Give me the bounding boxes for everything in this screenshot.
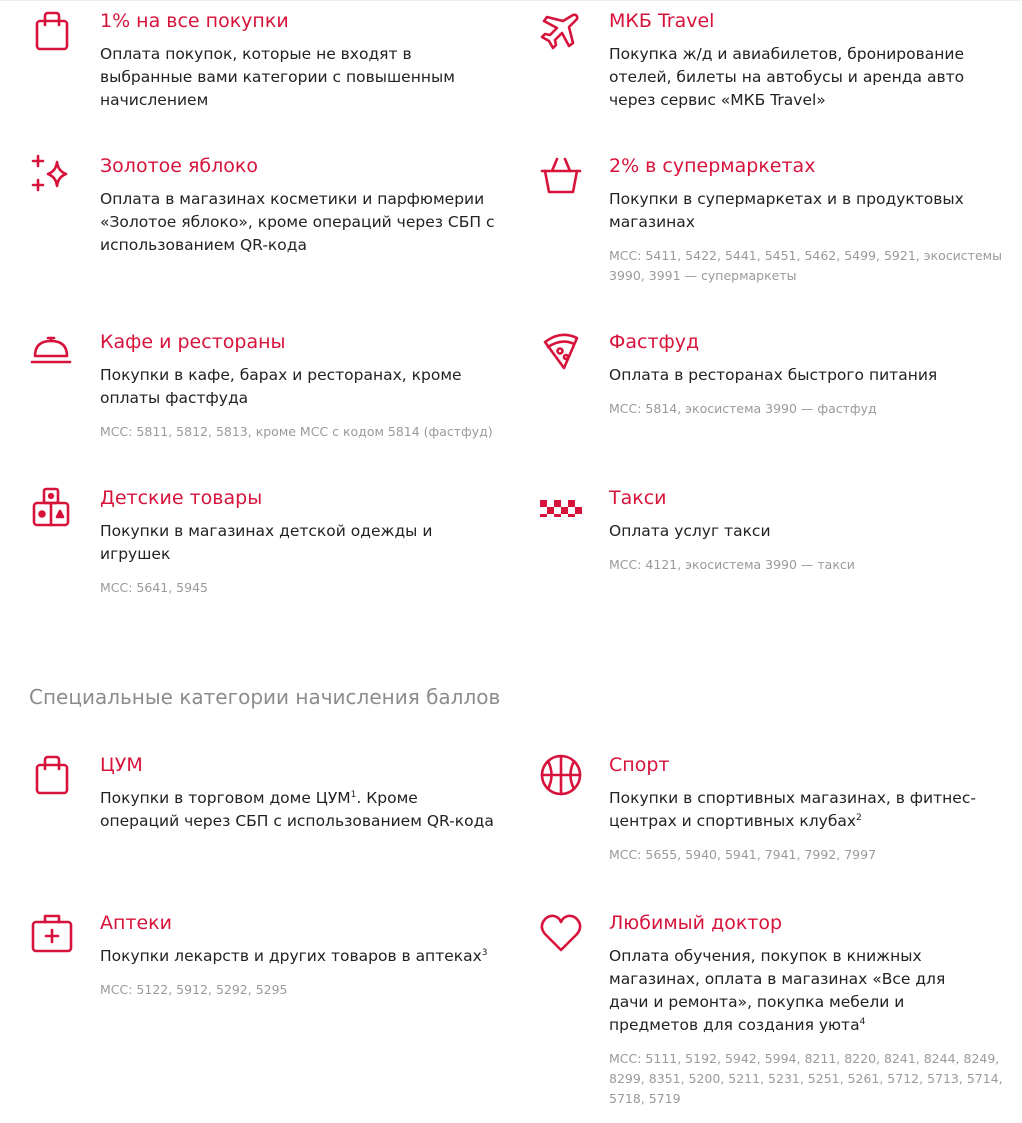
category-description: Покупка ж/д и авиабилетов, бронирование отелей, билеты на автобусы и аренда авто через сервис «МКБ Travel» [609,45,965,109]
category-description: Покупки лекарств и других товаров в аптеках$^3$ [100,947,488,965]
mcc-codes: MCC: 5814, экосистема 3990 — фастфуд [609,401,877,416]
category-title: Детские товары [100,487,263,509]
heart-icon [539,911,583,955]
shopping-bag-icon [30,753,74,797]
footnote-marker: 1 [350,789,357,800]
category-title: 1% на все покупки [100,10,289,32]
shopping-bag-icon [30,9,74,53]
category-description: Покупки в кафе, барах и ресторанах, кроме оплаты фастфуда [100,366,462,407]
category-description: Оплата в магазинах косметики и парфюмерии «Золотое яблоко», кроме операций через СБП с использованием QR-кода [100,190,495,254]
mcc-codes: MCC: 5811, 5812, 5813, кроме MCC с кодом 5814 (фастфуд) [100,424,493,439]
category-description: Покупки в торговом доме ЦУМ$^1$. Кроме операций через СБП с использованием QR-кода [100,789,494,830]
category-title: ЦУМ [100,754,143,776]
category-title: Аптеки [100,912,173,934]
toy-blocks-icon [30,486,74,530]
basketball-icon [539,753,583,797]
category-title: Любимый доктор [609,912,783,934]
footnote-marker: 2 [856,812,862,823]
mcc-codes: MCC: 5111, 5192, 5942, 5994, 8211, 8220, 8241, 8244, 8249, 8299, 8351, 5200, 5211, 5231, 5251, 5261, 5712, 5713, 5714, 5718, 5719 [609,1051,1003,1106]
first-aid-kit-icon [30,911,74,955]
mcc-codes: MCC: 5655, 5940, 5941, 7941, 7992, 7997 [609,847,877,862]
category-description: Оплата в ресторанах быстрого питания [609,366,938,384]
category-description: Оплата услуг такси [609,522,771,540]
airplane-icon [539,9,583,53]
category-title: МКБ Travel [609,10,715,32]
category-title: Спорт [609,754,670,776]
footnote-marker: 4 [859,1016,866,1027]
special-categories-heading: Специальные категории начисления баллов [29,685,501,709]
category-title: Фастфуд [609,331,700,353]
category-description: Покупки в супермаркетах и в продуктовых магазинах [609,190,964,231]
category-description: Покупки в магазинах детской одежды и игрушек [100,522,433,563]
mcc-codes: MCC: 5411, 5422, 5441, 5451, 5462, 5499, 5921, экосистемы 3990, 3991 — супермаркеты [609,248,1002,283]
cloche-icon [30,330,74,374]
category-description: Покупки в спортивных магазинах, в фитнес-центрах и спортивных клубах$^2$ [609,789,976,830]
footnote-marker: 3 [481,947,488,958]
mcc-codes: MCC: 5122, 5912, 5292, 5295 [100,982,288,997]
category-title: Такси [609,487,667,509]
pizza-icon [539,330,583,374]
mcc-codes: MCC: 5641, 5945 [100,580,208,595]
category-description: Оплата обучения, покупок в книжных магазинах, оплата в магазинах «Все для дачи и ремонта», покупка мебели и предметов для создания уюта$^4$ [609,947,946,1034]
category-title: Кафе и рестораны [100,331,286,353]
category-description: Оплата покупок, которые не входят в выбранные вами категории с повышенным начислением [100,45,455,109]
taxi-checker-icon [539,486,583,530]
basket-icon [539,154,583,198]
sparkles-icon [30,154,74,198]
top-divider [0,0,1022,1]
mcc-codes: MCC: 4121, экосистема 3990 — такси [609,557,855,572]
category-title: 2% в супермаркетах [609,155,816,177]
category-title: Золотое яблоко [100,155,259,177]
